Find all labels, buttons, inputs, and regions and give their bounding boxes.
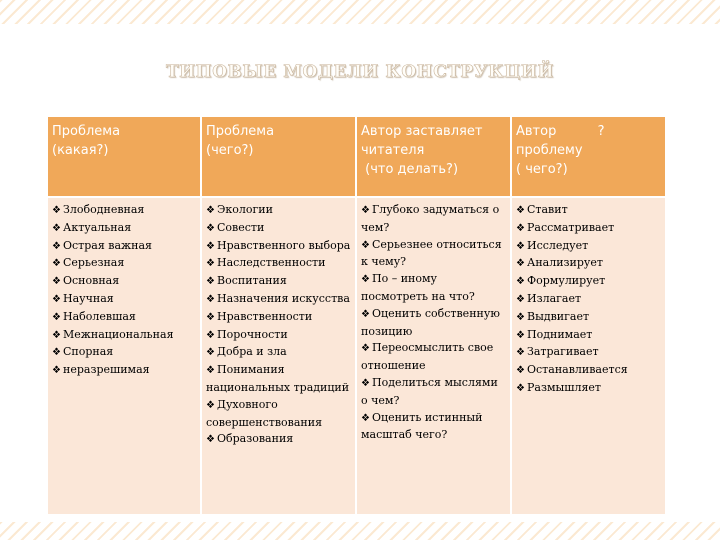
diamond-bullet-icon: ❖	[361, 412, 370, 424]
list-item	[206, 238, 351, 256]
diamond-bullet-icon: ❖	[516, 311, 525, 323]
list-item-text: Спорная	[63, 345, 114, 359]
list-item	[52, 362, 196, 380]
diamond-bullet-icon: ❖	[52, 240, 61, 252]
diamond-bullet-icon: ❖	[361, 308, 370, 320]
diamond-bullet-icon: ❖	[516, 293, 525, 305]
list-item	[361, 237, 506, 272]
list-item-text: Межнациональная	[63, 327, 174, 341]
list-item	[516, 362, 661, 380]
header-problem-which	[48, 117, 201, 197]
diamond-bullet-icon: ❖	[206, 329, 215, 341]
diamond-bullet-icon: ❖	[516, 329, 525, 341]
list-item	[361, 271, 506, 306]
diamond-bullet-icon: ❖	[361, 377, 370, 389]
list-item-text: Воспитания	[217, 274, 287, 288]
list-item-text: Размышляет	[527, 380, 602, 394]
content-row	[48, 197, 665, 515]
list-item	[52, 344, 196, 362]
header-line: Проблема	[52, 124, 121, 139]
list-item-text: Острая важная	[63, 238, 152, 252]
diamond-bullet-icon: ❖	[52, 293, 61, 305]
header-line: Автор ?	[516, 124, 605, 139]
list-item	[52, 202, 196, 220]
list-item	[206, 202, 351, 220]
diamond-bullet-icon: ❖	[52, 222, 61, 234]
diamond-bullet-icon: ❖	[206, 293, 215, 305]
list-item	[206, 273, 351, 291]
header-line: (чего?)	[206, 143, 254, 158]
diamond-bullet-icon: ❖	[361, 205, 370, 216]
diamond-bullet-icon: ❖	[206, 240, 215, 252]
list-item-text: Серьезная	[63, 256, 125, 270]
diamond-bullet-icon: ❖	[52, 258, 61, 270]
diamond-bullet-icon: ❖	[206, 258, 215, 270]
diamond-bullet-icon: ❖	[206, 399, 215, 411]
list-item-text: Излагает	[527, 291, 582, 305]
list-item	[52, 309, 196, 327]
header-row	[48, 117, 665, 197]
list-item-text: Понимания национальных традиций	[206, 363, 350, 394]
list-item	[206, 327, 351, 345]
list-item	[206, 309, 351, 327]
slide-title: ТИПОВЫЕ МОДЕЛИ КОНСТРУКЦИЙ	[165, 62, 555, 82]
top-decoration	[0, 0, 720, 24]
constructions-table	[48, 117, 665, 516]
diamond-bullet-icon: ❖	[206, 222, 215, 234]
list-item	[206, 255, 351, 273]
list-item-text: Выдвигает	[527, 309, 590, 323]
list-item-text: Добра и зла	[217, 345, 287, 359]
list-item	[516, 202, 661, 220]
list-item	[516, 327, 661, 345]
list-item	[52, 273, 196, 291]
diamond-bullet-icon: ❖	[206, 276, 215, 288]
list-item	[361, 340, 506, 375]
list-item	[361, 375, 506, 410]
list-item	[516, 380, 661, 398]
list-item-text: Наболевшая	[63, 309, 136, 323]
list-item-text: неразрешимая	[63, 363, 150, 377]
column-problem-topics	[201, 197, 356, 515]
header-line: Автор заставляет	[361, 124, 483, 139]
header-line: (какая?)	[52, 143, 109, 158]
list-item	[516, 344, 661, 362]
list-item-text: Назначения искусства	[217, 291, 350, 305]
list-item-text: Порочности	[217, 327, 288, 341]
list-item-text: Нравственности	[217, 309, 313, 323]
list-item	[516, 255, 661, 273]
header-problem-of-what	[201, 117, 356, 197]
header-author-makes-reader	[356, 117, 511, 197]
list-item-text: Поднимает	[527, 327, 593, 341]
diamond-bullet-icon: ❖	[206, 311, 215, 323]
diamond-bullet-icon: ❖	[516, 205, 525, 216]
list-item	[361, 306, 506, 341]
list-item-text: Рассматривает	[527, 220, 615, 234]
list-item-text: Формулирует	[527, 274, 606, 288]
list-item-text: Совести	[217, 220, 265, 234]
diamond-bullet-icon: ❖	[516, 347, 525, 359]
header-line: проблему	[516, 143, 583, 158]
diamond-bullet-icon: ❖	[516, 240, 525, 252]
list-item	[516, 273, 661, 291]
list-item-text: Основная	[63, 274, 120, 288]
list-item-text: Научная	[63, 291, 114, 305]
list-item-text: Останавливается	[527, 363, 628, 377]
list-item-text: По – иному посмотреть на что?	[361, 272, 475, 303]
list-item-text: Поделиться мыслями о чем?	[361, 375, 498, 407]
list-item-text: Серьезнее относиться к чему?	[361, 237, 502, 269]
list-item-text: Анализирует	[527, 256, 603, 270]
list-item	[206, 291, 351, 309]
diamond-bullet-icon: ❖	[206, 205, 215, 216]
list-item-text: Духовного совершенствования	[206, 397, 323, 429]
list-item	[206, 220, 351, 238]
diamond-bullet-icon: ❖	[52, 205, 61, 216]
list-item-text: Исследует	[527, 238, 589, 252]
list-item-text: Оценить истинный масштаб чего?	[361, 410, 483, 442]
header-line: ( чего?)	[516, 162, 568, 177]
bottom-decoration	[0, 522, 720, 540]
list-item-text: Злободневная	[63, 203, 145, 216]
list-item-text: Затрагивает	[527, 345, 599, 359]
list-item-text: Ставит	[527, 203, 568, 216]
list-item-text: Актуальная	[63, 220, 132, 234]
diamond-bullet-icon: ❖	[361, 274, 370, 286]
list-item-text: Образования	[217, 432, 294, 446]
list-item	[52, 327, 196, 345]
list-item	[206, 431, 351, 449]
list-item	[206, 344, 351, 362]
diamond-bullet-icon: ❖	[516, 258, 525, 270]
list-item-text: Экологии	[217, 203, 273, 216]
diamond-bullet-icon: ❖	[52, 276, 61, 288]
list-item-text: Оценить собственную позицию	[361, 306, 500, 338]
diamond-bullet-icon: ❖	[361, 239, 370, 251]
diamond-bullet-icon: ❖	[516, 276, 525, 288]
list-item	[206, 397, 351, 432]
diamond-bullet-icon: ❖	[516, 365, 525, 377]
diamond-bullet-icon: ❖	[516, 382, 525, 394]
list-item-text: Переосмыслить свое отношение	[361, 341, 494, 373]
diamond-bullet-icon: ❖	[52, 329, 61, 341]
list-item-text: Наследственности	[217, 256, 326, 270]
diamond-bullet-icon: ❖	[206, 365, 215, 377]
list-item-text: Глубоко задуматься о чем?	[361, 203, 500, 234]
list-item	[361, 410, 506, 445]
list-item	[361, 202, 506, 237]
diamond-bullet-icon: ❖	[516, 222, 525, 234]
header-author-problem	[511, 117, 665, 197]
list-item	[516, 291, 661, 309]
list-item-text: Нравственного выбора	[217, 238, 351, 252]
column-problem-adjectives	[48, 197, 201, 515]
header-line: читателя	[361, 143, 425, 158]
diamond-bullet-icon: ❖	[52, 365, 61, 377]
diamond-bullet-icon: ❖	[52, 311, 61, 323]
list-item	[52, 255, 196, 273]
column-author-verbs	[511, 197, 665, 515]
column-reader-actions	[356, 197, 511, 515]
list-item	[516, 309, 661, 327]
diamond-bullet-icon: ❖	[52, 347, 61, 359]
header-line: (что делать?)	[361, 162, 459, 177]
diamond-bullet-icon: ❖	[206, 434, 215, 446]
list-item	[52, 220, 196, 238]
list-item	[516, 220, 661, 238]
list-item	[52, 291, 196, 309]
header-line: Проблема	[206, 124, 275, 139]
diamond-bullet-icon: ❖	[206, 347, 215, 359]
list-item	[516, 238, 661, 256]
list-item	[206, 362, 351, 397]
list-item	[52, 238, 196, 256]
diamond-bullet-icon: ❖	[361, 343, 370, 355]
